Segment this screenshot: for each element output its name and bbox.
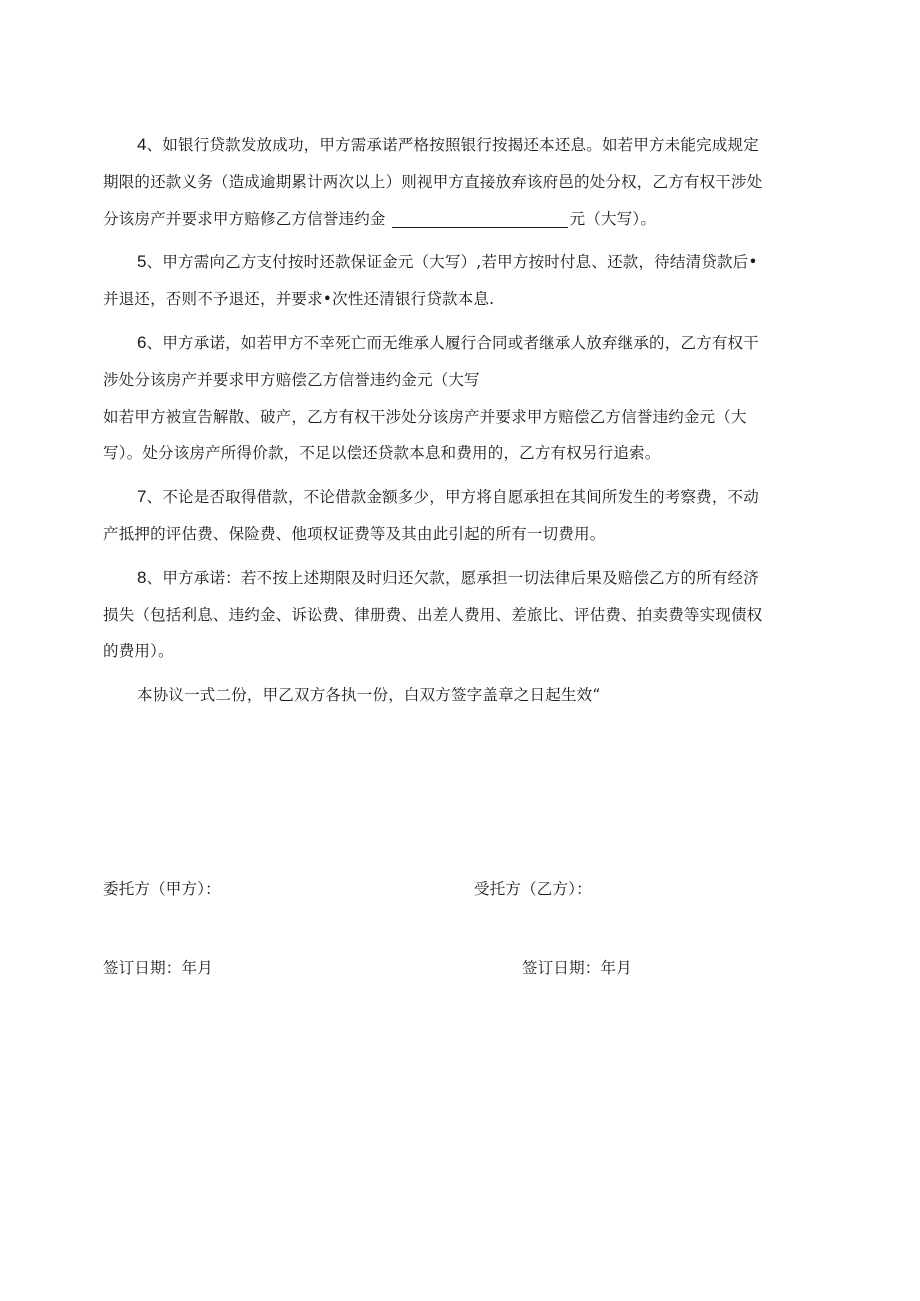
closing-statement xyxy=(103,677,825,714)
clause-text: 如若甲方被宣告解散、破产，乙方有权干涉处分该房产并要求甲方赔偿乙方信誉违约金元（大 xyxy=(103,407,747,426)
clause-text: 元（大写）。 xyxy=(569,209,657,228)
clause-number: 5 xyxy=(137,252,147,272)
clause-text: 产抵押的评估费、保险费、他项权证费等及其由此引起的所有一切费用。 xyxy=(103,524,606,543)
clause-5 xyxy=(103,244,825,318)
clause-text: 涉处分该房产并要求甲方赔偿乙方信誉违约金元（大写 xyxy=(103,370,480,389)
clause-number: 4 xyxy=(137,135,147,154)
clause-4 xyxy=(103,127,825,237)
clause-7 xyxy=(103,479,825,553)
clause-text: 的费用）。 xyxy=(103,642,174,661)
clause-8 xyxy=(103,560,825,670)
clause-text: 期限的还款义务（造成逾期累计两次以上）则视甲方直接放弃该府邑的处分权，乙方有权干涉处 xyxy=(103,172,763,191)
party-a-signature-label: 委托方（甲方）： xyxy=(103,880,221,898)
clause-line xyxy=(103,201,825,238)
agreement-body xyxy=(103,127,825,721)
clause-text: 、甲方需向乙方支付按时还款保证金元（大写）,若甲方按时付息、还款，待结清贷款后• xyxy=(146,253,758,272)
clause-text: 、甲方承诺：若不按上述期限及时归还欠款，愿承担一切法律后果及赔偿乙方的所有经济 xyxy=(146,568,759,587)
amount-blank-line xyxy=(392,209,568,228)
clause-text: 并退还，否则不予退还，并要求•次性还清银行贷款本息. xyxy=(103,290,495,309)
clause-6 xyxy=(103,325,825,472)
clause-text: 损失（包括利息、违约金、诉讼费、律册费、出差人费用、差旅比、评估费、拍卖费等实现债权 xyxy=(103,605,763,624)
clause-text: 、甲方承诺，如若甲方不幸死亡而无维承人履行合同或者继承人放弃继承的，乙方有权干 xyxy=(146,333,759,352)
clause-number: 7 xyxy=(137,487,147,507)
party-a-date-label: 签订日期：年月 xyxy=(103,959,213,977)
clause-number: 8 xyxy=(137,567,147,587)
clause-text: 分该房产并要求甲方赔修乙方信誉违约金 xyxy=(103,209,386,228)
party-b-signature-label: 受托方（乙方）： xyxy=(474,880,592,898)
clause-text: 、如银行贷款发放成功，甲方需承诺严格按照银行按揭还本还息。如若甲方未能完成规定 xyxy=(146,136,759,154)
clause-number: 6 xyxy=(137,332,147,352)
party-b-date-label: 签订日期：年月 xyxy=(522,959,632,977)
clause-text: 写）。处分该房产所得价款，不足以偿还贷款本息和费用的，乙方有权另行追索。 xyxy=(103,444,661,463)
closing-text: 本协议一式二份，甲乙双方各执一份，白双方签字盖章之日起生效“ xyxy=(137,686,601,705)
clause-text: 、不论是否取得借款，不论借款金额多少，甲方将自愿承担在其间所发生的考察费，不动 xyxy=(146,488,759,507)
